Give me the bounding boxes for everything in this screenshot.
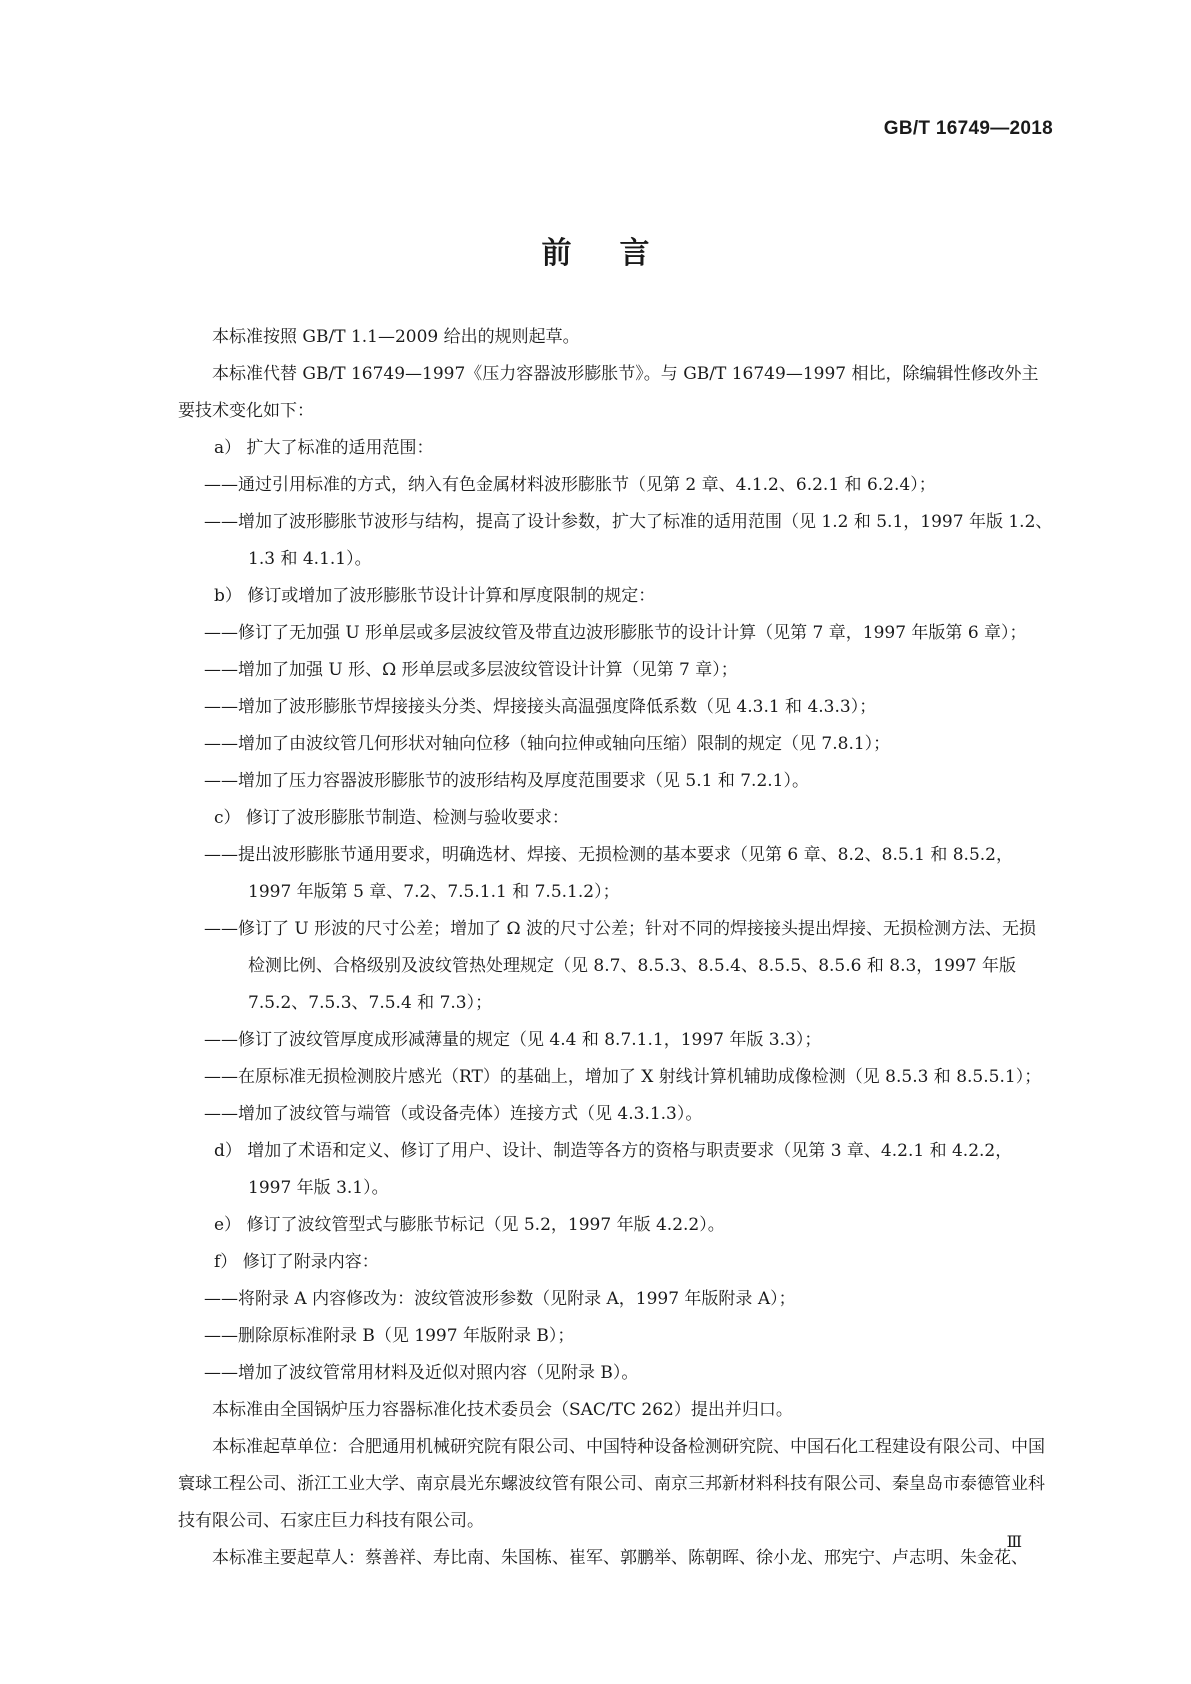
list-item-a: a） 扩大了标准的适用范围： — [214, 438, 434, 458]
list-item-e: e） 修订了波纹管型式与膨胀节标记（见 5.2，1997 年版 4.2.2）。 — [214, 1215, 725, 1235]
list-item-c: c） 修订了波形膨胀节制造、检测与验收要求： — [214, 808, 569, 828]
sub-item: ——增加了加强 U 形、Ω 形单层或多层波纹管设计计算（见第 7 章）； — [204, 660, 738, 680]
standard-code-header — [884, 118, 1053, 140]
list-item-f: f） 修订了附录内容： — [214, 1252, 379, 1272]
sub-item: ——增加了波形膨胀节焊接接头分类、焊接接头高温强度降低系数（见 4.3.1 和 4.3.3）； — [204, 697, 877, 717]
list-item-b: b） 修订或增加了波形膨胀节设计计算和厚度限制的规定： — [214, 586, 656, 606]
sub-item: ——通过引用标准的方式，纳入有色金属材料波形膨胀节（见第 2 章、4.1.2、6.2.1 和 6.2.4）； — [204, 475, 936, 495]
document-body — [178, 319, 1053, 1577]
paragraph: 本标准起草单位：合肥通用机械研究院有限公司、中国特种设备检测研究院、中国石化工程建设有限公司、中国寰球工程公司、浙江工业大学、南京晨光东螺波纹管有限公司、南京三邦新材料科技有限公司、秦皇岛市泰德管业科技有限公司、石家庄巨力科技有限公司。 — [178, 1437, 1045, 1531]
sub-item: ——在原标准无损检测胶片感光（RT）的基础上，增加了 X 射线计算机辅助成像检测（见 8.5.3 和 8.5.5.1）； — [204, 1067, 1042, 1087]
page-title: 前言 — [541, 236, 698, 271]
paragraph: 本标准代替 GB/T 16749—1997《压力容器波形膨胀节》。与 GB/T 16749—1997 相比，除编辑性修改外主要技术变化如下： — [178, 364, 1039, 421]
sub-item: ——增加了波形膨胀节波形与结构，提高了设计参数，扩大了标准的适用范围（见 1.2 和 5.1，1997 年版 1.2、1.3 和 4.1.1）。 — [204, 512, 1053, 569]
sub-item: ——增加了波纹管常用材料及近似对照内容（见附录 B）。 — [204, 1363, 639, 1383]
list-item-d: d） 增加了术语和定义、修订了用户、设计、制造等各方的资格与职责要求（见第 3 章、4.2.1 和 4.2.2，1997 年版 3.1）。 — [214, 1141, 1013, 1198]
paragraph: 本标准由全国锅炉压力容器标准化技术委员会（SAC/TC 262）提出并归口。 — [212, 1400, 793, 1420]
paragraph: 本标准按照 GB/T 1.1—2009 给出的规则起草。 — [212, 327, 580, 347]
paragraph: 本标准主要起草人：蔡善祥、寿比南、朱国栋、崔军、郭鹏举、陈朝晖、徐小龙、邢宪宁、卢志明、朱金花、 — [212, 1548, 1028, 1568]
page-number: Ⅲ — [1006, 1532, 1023, 1551]
sub-item: ——增加了由波纹管几何形状对轴向位移（轴向拉伸或轴向压缩）限制的规定（见 7.8.1）； — [204, 734, 891, 754]
sub-item: ——增加了压力容器波形膨胀节的波形结构及厚度范围要求（见 5.1 和 7.2.1）。 — [204, 771, 810, 791]
sub-item: ——提出波形膨胀节通用要求，明确选材、焊接、无损检测的基本要求（见第 6 章、8.2、8.5.1 和 8.5.2，1997 年版第 5 章、7.2、7.5.1.1 和 7.5.1.2）； — [204, 845, 1013, 902]
sub-item: ——增加了波纹管与端管（或设备壳体）连接方式（见 4.3.1.3）。 — [204, 1104, 703, 1124]
sub-item: ——修订了无加强 U 形单层或多层波纹管及带直边波形膨胀节的设计计算（见第 7 章，1997 年版第 6 章）； — [204, 623, 1027, 643]
standard-code: GB/T 16749—2018 — [883, 118, 1053, 139]
sub-item: ——将附录 A 内容修改为：波纹管波形参数（见附录 A，1997 年版附录 A）； — [204, 1289, 796, 1309]
sub-item: ——删除原标准附录 B（见 1997 年版附录 B）； — [204, 1326, 575, 1346]
sub-item: ——修订了 U 形波的尺寸公差；增加了 Ω 波的尺寸公差；针对不同的焊接接头提出焊接、无损检测方法、无损检测比例、合格级别及波纹管热处理规定（见 8.7、8.5.3、8.5.4、8.5.5、8.5.6 和 8.3，1997 年版 7.5.2、7.5.3、7.5.4 和 7.3）； — [204, 919, 1037, 1013]
sub-item: ——修订了波纹管厚度成形减薄量的规定（见 4.4 和 8.7.1.1，1997 年版 3.3）； — [204, 1030, 822, 1050]
